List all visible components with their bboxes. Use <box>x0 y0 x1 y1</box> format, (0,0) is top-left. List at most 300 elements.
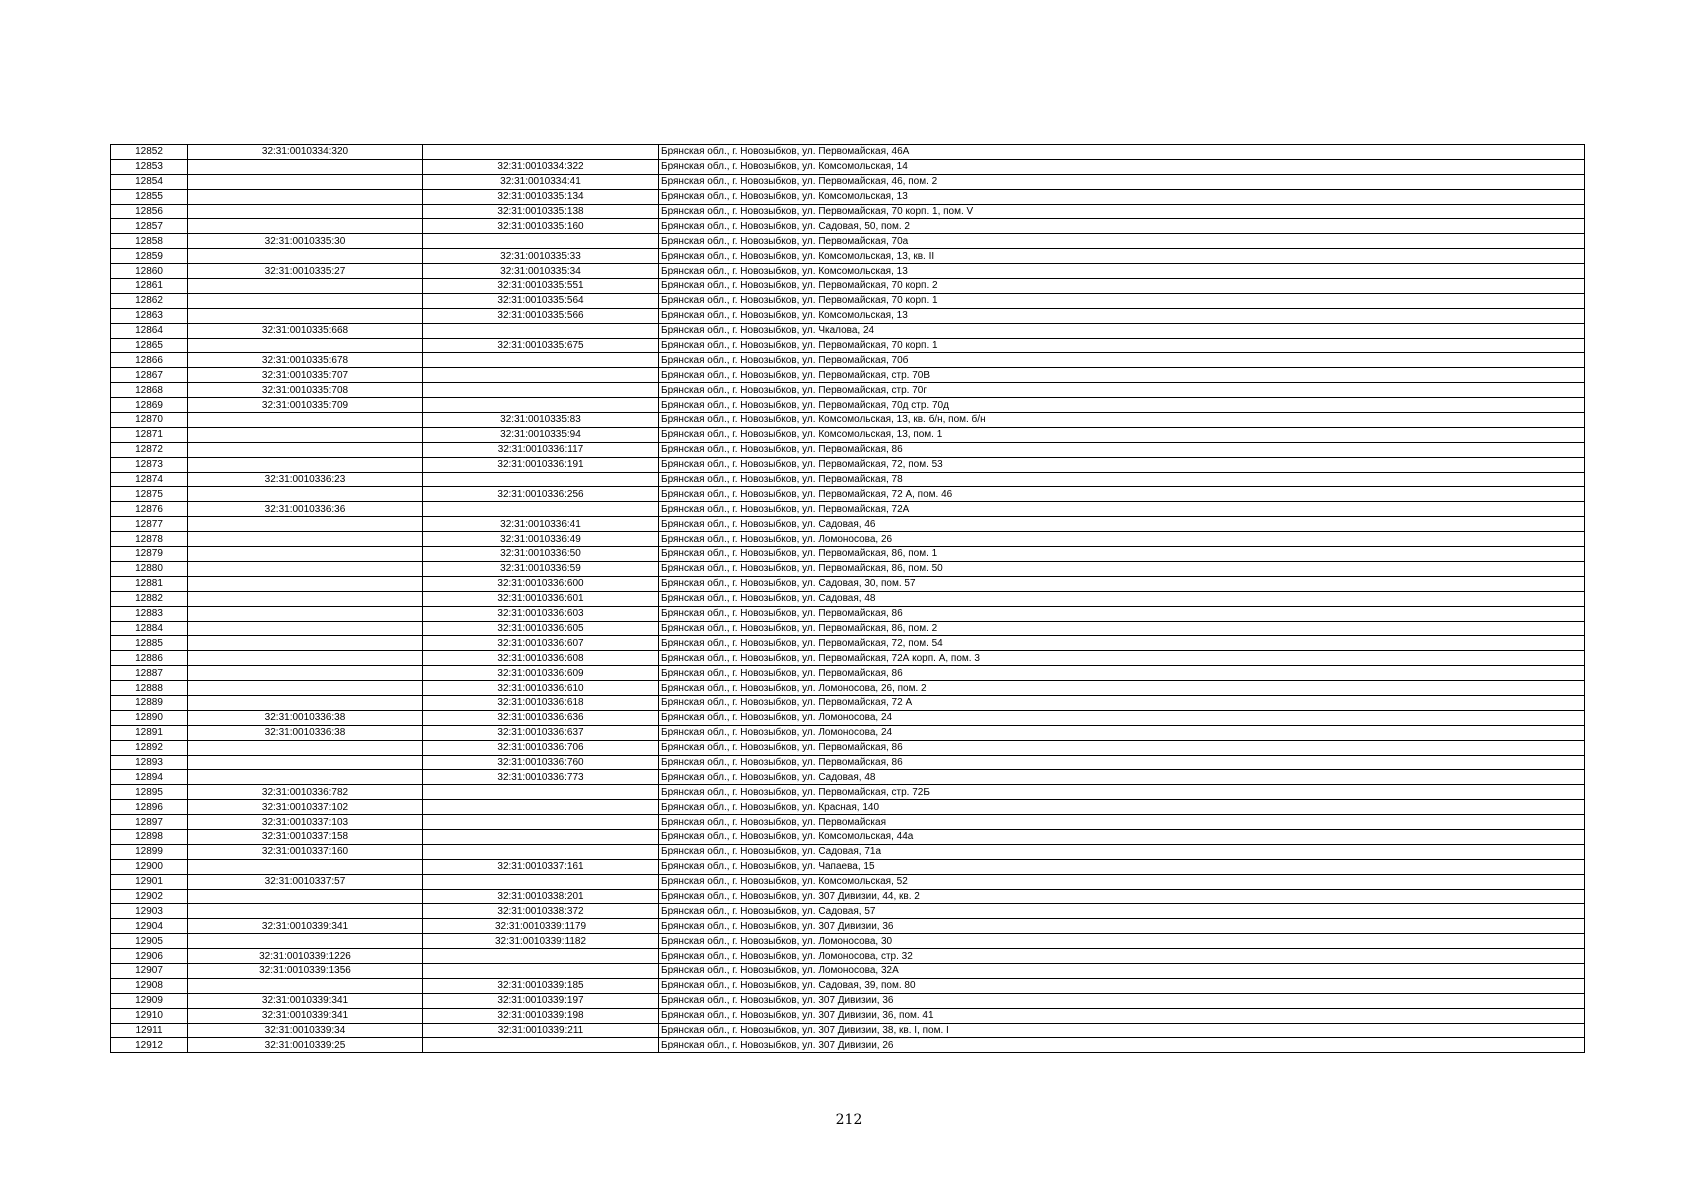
land-cadastral-cell <box>188 279 423 294</box>
table-row <box>111 859 1585 874</box>
row-number-cell: 12868 <box>111 383 188 398</box>
land-cadastral-cell: 32:31:0010337:158 <box>188 829 423 844</box>
building-cadastral-cell: 32:31:0010339:211 <box>423 1023 659 1038</box>
table-row <box>111 502 1585 517</box>
land-cadastral-cell <box>188 770 423 785</box>
table-row <box>111 413 1585 428</box>
building-cadastral-cell: 32:31:0010335:675 <box>423 338 659 353</box>
row-number-cell: 12869 <box>111 398 188 413</box>
table-row <box>111 993 1585 1008</box>
row-number-cell: 12896 <box>111 800 188 815</box>
building-cadastral-cell: 32:31:0010339:198 <box>423 1008 659 1023</box>
building-cadastral-cell <box>423 815 659 830</box>
row-number-cell: 12874 <box>111 472 188 487</box>
land-cadastral-cell: 32:31:0010339:341 <box>188 919 423 934</box>
address-cell: Брянская обл., г. Новозыбков, ул. Садовая, 48 <box>659 591 1585 606</box>
address-cell: Брянская обл., г. Новозыбков, ул. Чапаева, 15 <box>659 859 1585 874</box>
row-number-cell: 12912 <box>111 1038 188 1053</box>
table-row <box>111 517 1585 532</box>
row-number-cell: 12855 <box>111 189 188 204</box>
table-row <box>111 904 1585 919</box>
row-number-cell: 12882 <box>111 591 188 606</box>
address-cell: Брянская обл., г. Новозыбков, ул. 307 Дивизии, 44, кв. 2 <box>659 889 1585 904</box>
address-cell: Брянская обл., г. Новозыбков, ул. Ломоносова, 26 <box>659 532 1585 547</box>
table-row <box>111 978 1585 993</box>
address-cell: Брянская обл., г. Новозыбков, ул. Ломоносова, 26, пом. 2 <box>659 681 1585 696</box>
table-row <box>111 279 1585 294</box>
address-cell: Брянская обл., г. Новозыбков, ул. Первомайская, 72 А, пом. 46 <box>659 487 1585 502</box>
row-number-cell: 12891 <box>111 725 188 740</box>
land-cadastral-cell <box>188 740 423 755</box>
row-number-cell: 12910 <box>111 1008 188 1023</box>
land-cadastral-cell <box>188 859 423 874</box>
building-cadastral-cell <box>423 874 659 889</box>
address-cell: Брянская обл., г. Новозыбков, ул. Первомайская, 86 <box>659 666 1585 681</box>
building-cadastral-cell <box>423 785 659 800</box>
row-number-cell: 12889 <box>111 695 188 710</box>
row-number-cell: 12877 <box>111 517 188 532</box>
table-row <box>111 293 1585 308</box>
address-cell: Брянская обл., г. Новозыбков, ул. Первомайская, 70 корп. 2 <box>659 279 1585 294</box>
address-cell: Брянская обл., г. Новозыбков, ул. Первомайская, 86, пом. 2 <box>659 621 1585 636</box>
building-cadastral-cell: 32:31:0010335:34 <box>423 264 659 279</box>
land-cadastral-cell <box>188 681 423 696</box>
row-number-cell: 12862 <box>111 293 188 308</box>
building-cadastral-cell: 32:31:0010335:94 <box>423 427 659 442</box>
row-number-cell: 12858 <box>111 234 188 249</box>
address-cell: Брянская обл., г. Новозыбков, ул. Первомайская, 70 корп. 1, пом. V <box>659 204 1585 219</box>
building-cadastral-cell <box>423 472 659 487</box>
building-cadastral-cell: 32:31:0010335:564 <box>423 293 659 308</box>
table-row <box>111 800 1585 815</box>
row-number-cell: 12900 <box>111 859 188 874</box>
building-cadastral-cell: 32:31:0010336:609 <box>423 666 659 681</box>
land-cadastral-cell: 32:31:0010335:27 <box>188 264 423 279</box>
building-cadastral-cell: 32:31:0010339:185 <box>423 978 659 993</box>
cadastral-table <box>110 144 1585 1053</box>
row-number-cell: 12902 <box>111 889 188 904</box>
land-cadastral-cell <box>188 561 423 576</box>
row-number-cell: 12884 <box>111 621 188 636</box>
building-cadastral-cell: 32:31:0010336:610 <box>423 681 659 696</box>
row-number-cell: 12894 <box>111 770 188 785</box>
address-cell: Брянская обл., г. Новозыбков, ул. Первомайская, 70б <box>659 353 1585 368</box>
land-cadastral-cell: 32:31:0010336:36 <box>188 502 423 517</box>
row-number-cell: 12892 <box>111 740 188 755</box>
row-number-cell: 12866 <box>111 353 188 368</box>
table-row <box>111 472 1585 487</box>
building-cadastral-cell: 32:31:0010336:59 <box>423 561 659 576</box>
land-cadastral-cell <box>188 487 423 502</box>
address-cell: Брянская обл., г. Новозыбков, ул. Первомайская, 86, пом. 50 <box>659 561 1585 576</box>
land-cadastral-cell <box>188 174 423 189</box>
land-cadastral-cell <box>188 651 423 666</box>
building-cadastral-cell: 32:31:0010336:636 <box>423 710 659 725</box>
land-cadastral-cell <box>188 547 423 562</box>
address-cell: Брянская обл., г. Новозыбков, ул. Комсомольская, 13 <box>659 189 1585 204</box>
building-cadastral-cell: 32:31:0010336:50 <box>423 547 659 562</box>
table-row <box>111 919 1585 934</box>
row-number-cell: 12876 <box>111 502 188 517</box>
row-number-cell: 12890 <box>111 710 188 725</box>
land-cadastral-cell: 32:31:0010337:160 <box>188 844 423 859</box>
address-cell: Брянская обл., г. Новозыбков, ул. Первомайская, 70а <box>659 234 1585 249</box>
building-cadastral-cell: 32:31:0010336:618 <box>423 695 659 710</box>
row-number-cell: 12861 <box>111 279 188 294</box>
land-cadastral-cell <box>188 934 423 949</box>
page-number: 212 <box>835 1112 863 1128</box>
table-row <box>111 159 1585 174</box>
address-cell: Брянская обл., г. Новозыбков, ул. Первомайская, стр. 70В <box>659 368 1585 383</box>
row-number-cell: 12871 <box>111 427 188 442</box>
row-number-cell: 12893 <box>111 755 188 770</box>
land-cadastral-cell: 32:31:0010339:34 <box>188 1023 423 1038</box>
land-cadastral-cell: 32:31:0010335:668 <box>188 323 423 338</box>
row-number-cell: 12872 <box>111 442 188 457</box>
address-cell: Брянская обл., г. Новозыбков, ул. Первомайская, 86 <box>659 606 1585 621</box>
building-cadastral-cell <box>423 949 659 964</box>
building-cadastral-cell: 32:31:0010339:197 <box>423 993 659 1008</box>
table-row <box>111 695 1585 710</box>
building-cadastral-cell: 32:31:0010336:608 <box>423 651 659 666</box>
building-cadastral-cell <box>423 963 659 978</box>
row-number-cell: 12885 <box>111 636 188 651</box>
building-cadastral-cell: 32:31:0010336:607 <box>423 636 659 651</box>
row-number-cell: 12898 <box>111 829 188 844</box>
building-cadastral-cell: 32:31:0010335:551 <box>423 279 659 294</box>
row-number-cell: 12860 <box>111 264 188 279</box>
land-cadastral-cell: 32:31:0010339:341 <box>188 993 423 1008</box>
table-row <box>111 368 1585 383</box>
row-number-cell: 12864 <box>111 323 188 338</box>
building-cadastral-cell <box>423 1038 659 1053</box>
address-cell: Брянская обл., г. Новозыбков, ул. Первомайская, 86, пом. 1 <box>659 547 1585 562</box>
building-cadastral-cell <box>423 323 659 338</box>
land-cadastral-cell <box>188 189 423 204</box>
row-number-cell: 12867 <box>111 368 188 383</box>
building-cadastral-cell <box>423 383 659 398</box>
land-cadastral-cell <box>188 442 423 457</box>
table-row <box>111 785 1585 800</box>
row-number-cell: 12859 <box>111 249 188 264</box>
land-cadastral-cell <box>188 636 423 651</box>
row-number-cell: 12881 <box>111 576 188 591</box>
land-cadastral-cell <box>188 427 423 442</box>
land-cadastral-cell: 32:31:0010335:30 <box>188 234 423 249</box>
address-cell: Брянская обл., г. Новозыбков, ул. Первомайская <box>659 815 1585 830</box>
building-cadastral-cell: 32:31:0010336:49 <box>423 532 659 547</box>
row-number-cell: 12883 <box>111 606 188 621</box>
table-row <box>111 308 1585 323</box>
table-row <box>111 442 1585 457</box>
building-cadastral-cell: 32:31:0010336:600 <box>423 576 659 591</box>
land-cadastral-cell: 32:31:0010339:341 <box>188 1008 423 1023</box>
address-cell: Брянская обл., г. Новозыбков, ул. 307 Дивизии, 36 <box>659 993 1585 1008</box>
address-cell: Брянская обл., г. Новозыбков, ул. 307 Дивизии, 36 <box>659 919 1585 934</box>
land-cadastral-cell <box>188 666 423 681</box>
address-cell: Брянская обл., г. Новозыбков, ул. Ломоносова, 32А <box>659 963 1585 978</box>
row-number-cell: 12880 <box>111 561 188 576</box>
address-cell: Брянская обл., г. Новозыбков, ул. Первомайская, 72, пом. 54 <box>659 636 1585 651</box>
address-cell: Брянская обл., г. Новозыбков, ул. Ломоносова, стр. 32 <box>659 949 1585 964</box>
row-number-cell: 12887 <box>111 666 188 681</box>
building-cadastral-cell <box>423 829 659 844</box>
table-row <box>111 264 1585 279</box>
row-number-cell: 12909 <box>111 993 188 1008</box>
address-cell: Брянская обл., г. Новозыбков, ул. Первомайская, 46А <box>659 145 1585 160</box>
land-cadastral-cell <box>188 591 423 606</box>
land-cadastral-cell <box>188 978 423 993</box>
land-cadastral-cell <box>188 413 423 428</box>
building-cadastral-cell: 32:31:0010335:138 <box>423 204 659 219</box>
land-cadastral-cell <box>188 532 423 547</box>
building-cadastral-cell <box>423 398 659 413</box>
table-row <box>111 666 1585 681</box>
building-cadastral-cell <box>423 502 659 517</box>
building-cadastral-cell <box>423 368 659 383</box>
table-row <box>111 844 1585 859</box>
land-cadastral-cell <box>188 219 423 234</box>
table-row <box>111 755 1585 770</box>
address-cell: Брянская обл., г. Новозыбков, ул. Садовая, 57 <box>659 904 1585 919</box>
row-number-cell: 12895 <box>111 785 188 800</box>
land-cadastral-cell: 32:31:0010334:320 <box>188 145 423 160</box>
row-number-cell: 12854 <box>111 174 188 189</box>
table-row <box>111 1008 1585 1023</box>
row-number-cell: 12875 <box>111 487 188 502</box>
row-number-cell: 12856 <box>111 204 188 219</box>
table-row <box>111 249 1585 264</box>
land-cadastral-cell <box>188 576 423 591</box>
row-number-cell: 12903 <box>111 904 188 919</box>
table-row <box>111 398 1585 413</box>
land-cadastral-cell: 32:31:0010336:23 <box>188 472 423 487</box>
land-cadastral-cell <box>188 204 423 219</box>
row-number-cell: 12865 <box>111 338 188 353</box>
row-number-cell: 12905 <box>111 934 188 949</box>
building-cadastral-cell: 32:31:0010334:41 <box>423 174 659 189</box>
row-number-cell: 12901 <box>111 874 188 889</box>
address-cell: Брянская обл., г. Новозыбков, ул. Первомайская, 70д стр. 70д <box>659 398 1585 413</box>
land-cadastral-cell <box>188 606 423 621</box>
table-row <box>111 219 1585 234</box>
row-number-cell: 12907 <box>111 963 188 978</box>
building-cadastral-cell: 32:31:0010336:256 <box>423 487 659 502</box>
address-cell: Брянская обл., г. Новозыбков, ул. Первомайская, 86 <box>659 442 1585 457</box>
table-row <box>111 725 1585 740</box>
land-cadastral-cell <box>188 621 423 636</box>
building-cadastral-cell: 32:31:0010335:134 <box>423 189 659 204</box>
table-row <box>111 234 1585 249</box>
building-cadastral-cell: 32:31:0010335:83 <box>423 413 659 428</box>
table-row <box>111 338 1585 353</box>
address-cell: Брянская обл., г. Новозыбков, ул. Садовая, 50, пом. 2 <box>659 219 1585 234</box>
address-cell: Брянская обл., г. Новозыбков, ул. Чкалова, 24 <box>659 323 1585 338</box>
row-number-cell: 12906 <box>111 949 188 964</box>
table-row <box>111 323 1585 338</box>
table-row <box>111 651 1585 666</box>
land-cadastral-cell <box>188 755 423 770</box>
land-cadastral-cell: 32:31:0010335:707 <box>188 368 423 383</box>
table-row <box>111 889 1585 904</box>
address-cell: Брянская обл., г. Новозыбков, ул. Комсомольская, 52 <box>659 874 1585 889</box>
building-cadastral-cell <box>423 145 659 160</box>
table-row <box>111 576 1585 591</box>
building-cadastral-cell: 32:31:0010336:760 <box>423 755 659 770</box>
building-cadastral-cell: 32:31:0010334:322 <box>423 159 659 174</box>
building-cadastral-cell: 32:31:0010336:773 <box>423 770 659 785</box>
table-row <box>111 1023 1585 1038</box>
row-number-cell: 12870 <box>111 413 188 428</box>
land-cadastral-cell <box>188 695 423 710</box>
building-cadastral-cell: 32:31:0010336:601 <box>423 591 659 606</box>
address-cell: Брянская обл., г. Новозыбков, ул. Первомайская, 86 <box>659 740 1585 755</box>
address-cell: Брянская обл., г. Новозыбков, ул. 307 Дивизии, 26 <box>659 1038 1585 1053</box>
land-cadastral-cell: 32:31:0010337:103 <box>188 815 423 830</box>
address-cell: Брянская обл., г. Новозыбков, ул. Садовая, 71а <box>659 844 1585 859</box>
land-cadastral-cell <box>188 308 423 323</box>
table-row <box>111 815 1585 830</box>
table-row <box>111 770 1585 785</box>
table-row <box>111 591 1585 606</box>
building-cadastral-cell: 32:31:0010335:160 <box>423 219 659 234</box>
address-cell: Брянская обл., г. Новозыбков, ул. Красная, 140 <box>659 800 1585 815</box>
building-cadastral-cell: 32:31:0010339:1179 <box>423 919 659 934</box>
row-number-cell: 12908 <box>111 978 188 993</box>
land-cadastral-cell <box>188 249 423 264</box>
table-row <box>111 636 1585 651</box>
address-cell: Брянская обл., г. Новозыбков, ул. Первомайская, 70 корп. 1 <box>659 338 1585 353</box>
address-cell: Брянская обл., г. Новозыбков, ул. Первомайская, стр. 70г <box>659 383 1585 398</box>
land-cadastral-cell <box>188 338 423 353</box>
row-number-cell: 12852 <box>111 145 188 160</box>
building-cadastral-cell: 32:31:0010336:117 <box>423 442 659 457</box>
row-number-cell: 12857 <box>111 219 188 234</box>
row-number-cell: 12863 <box>111 308 188 323</box>
table-row <box>111 204 1585 219</box>
building-cadastral-cell: 32:31:0010335:33 <box>423 249 659 264</box>
table-row <box>111 547 1585 562</box>
table-row <box>111 949 1585 964</box>
table-row <box>111 621 1585 636</box>
land-cadastral-cell <box>188 457 423 472</box>
table-row <box>111 532 1585 547</box>
row-number-cell: 12879 <box>111 547 188 562</box>
address-cell: Брянская обл., г. Новозыбков, ул. Ломоносова, 30 <box>659 934 1585 949</box>
address-cell: Брянская обл., г. Новозыбков, ул. Комсомольская, 14 <box>659 159 1585 174</box>
building-cadastral-cell: 32:31:0010339:1182 <box>423 934 659 949</box>
building-cadastral-cell <box>423 353 659 368</box>
land-cadastral-cell: 32:31:0010335:678 <box>188 353 423 368</box>
land-cadastral-cell <box>188 293 423 308</box>
address-cell: Брянская обл., г. Новозыбков, ул. Первомайская, 70 корп. 1 <box>659 293 1585 308</box>
building-cadastral-cell: 32:31:0010338:201 <box>423 889 659 904</box>
row-number-cell: 12904 <box>111 919 188 934</box>
table-row <box>111 740 1585 755</box>
building-cadastral-cell: 32:31:0010336:706 <box>423 740 659 755</box>
building-cadastral-cell: 32:31:0010338:372 <box>423 904 659 919</box>
address-cell: Брянская обл., г. Новозыбков, ул. Комсомольская, 13, кв. II <box>659 249 1585 264</box>
address-cell: Брянская обл., г. Новозыбков, ул. Первомайская, 72А <box>659 502 1585 517</box>
address-cell: Брянская обл., г. Новозыбков, ул. Садовая, 39, пом. 80 <box>659 978 1585 993</box>
building-cadastral-cell <box>423 844 659 859</box>
table-row <box>111 561 1585 576</box>
building-cadastral-cell: 32:31:0010335:566 <box>423 308 659 323</box>
table-row <box>111 457 1585 472</box>
table-row <box>111 681 1585 696</box>
table-row <box>111 1038 1585 1053</box>
row-number-cell: 12888 <box>111 681 188 696</box>
land-cadastral-cell <box>188 517 423 532</box>
table-row <box>111 710 1585 725</box>
address-cell: Брянская обл., г. Новозыбков, ул. Садовая, 46 <box>659 517 1585 532</box>
land-cadastral-cell: 32:31:0010339:25 <box>188 1038 423 1053</box>
land-cadastral-cell <box>188 889 423 904</box>
building-cadastral-cell: 32:31:0010337:161 <box>423 859 659 874</box>
address-cell: Брянская обл., г. Новозыбков, ул. Первомайская, 78 <box>659 472 1585 487</box>
address-cell: Брянская обл., г. Новозыбков, ул. Комсомольская, 13 <box>659 264 1585 279</box>
land-cadastral-cell: 32:31:0010336:38 <box>188 710 423 725</box>
building-cadastral-cell: 32:31:0010336:41 <box>423 517 659 532</box>
row-number-cell: 12886 <box>111 651 188 666</box>
table-row <box>111 874 1585 889</box>
land-cadastral-cell: 32:31:0010339:1226 <box>188 949 423 964</box>
building-cadastral-cell: 32:31:0010336:603 <box>423 606 659 621</box>
row-number-cell: 12878 <box>111 532 188 547</box>
address-cell: Брянская обл., г. Новозыбков, ул. Ломоносова, 24 <box>659 725 1585 740</box>
table-row <box>111 174 1585 189</box>
building-cadastral-cell: 32:31:0010336:191 <box>423 457 659 472</box>
land-cadastral-cell <box>188 159 423 174</box>
table-body <box>111 145 1585 1053</box>
address-cell: Брянская обл., г. Новозыбков, ул. Первомайская, стр. 72Б <box>659 785 1585 800</box>
address-cell: Брянская обл., г. Новозыбков, ул. Комсомольская, 13 <box>659 308 1585 323</box>
table-row <box>111 487 1585 502</box>
address-cell: Брянская обл., г. Новозыбков, ул. 307 Дивизии, 36, пом. 41 <box>659 1008 1585 1023</box>
address-cell: Брянская обл., г. Новозыбков, ул. 307 Дивизии, 38, кв. I, пом. I <box>659 1023 1585 1038</box>
address-cell: Брянская обл., г. Новозыбков, ул. Ломоносова, 24 <box>659 710 1585 725</box>
address-cell: Брянская обл., г. Новозыбков, ул. Комсомольская, 44а <box>659 829 1585 844</box>
land-cadastral-cell: 32:31:0010336:782 <box>188 785 423 800</box>
table-row <box>111 829 1585 844</box>
table-row <box>111 606 1585 621</box>
land-cadastral-cell: 32:31:0010337:57 <box>188 874 423 889</box>
address-cell: Брянская обл., г. Новозыбков, ул. Первомайская, 72, пом. 53 <box>659 457 1585 472</box>
building-cadastral-cell: 32:31:0010336:637 <box>423 725 659 740</box>
table-row <box>111 427 1585 442</box>
address-cell: Брянская обл., г. Новозыбков, ул. Садовая, 48 <box>659 770 1585 785</box>
address-cell: Брянская обл., г. Новозыбков, ул. Первомайская, 86 <box>659 755 1585 770</box>
land-cadastral-cell: 32:31:0010335:709 <box>188 398 423 413</box>
table-row <box>111 353 1585 368</box>
row-number-cell: 12873 <box>111 457 188 472</box>
table-row <box>111 963 1585 978</box>
address-cell: Брянская обл., г. Новозыбков, ул. Первомайская, 72А корп. А, пом. 3 <box>659 651 1585 666</box>
address-cell: Брянская обл., г. Новозыбков, ул. Садовая, 30, пом. 57 <box>659 576 1585 591</box>
table-row <box>111 934 1585 949</box>
land-cadastral-cell <box>188 904 423 919</box>
land-cadastral-cell: 32:31:0010337:102 <box>188 800 423 815</box>
land-cadastral-cell: 32:31:0010339:1356 <box>188 963 423 978</box>
row-number-cell: 12899 <box>111 844 188 859</box>
address-cell: Брянская обл., г. Новозыбков, ул. Первомайская, 72 А <box>659 695 1585 710</box>
address-cell: Брянская обл., г. Новозыбков, ул. Первомайская, 46, пом. 2 <box>659 174 1585 189</box>
building-cadastral-cell <box>423 800 659 815</box>
building-cadastral-cell <box>423 234 659 249</box>
row-number-cell: 12897 <box>111 815 188 830</box>
address-cell: Брянская обл., г. Новозыбков, ул. Комсомольская, 13, пом. 1 <box>659 427 1585 442</box>
land-cadastral-cell: 32:31:0010335:708 <box>188 383 423 398</box>
